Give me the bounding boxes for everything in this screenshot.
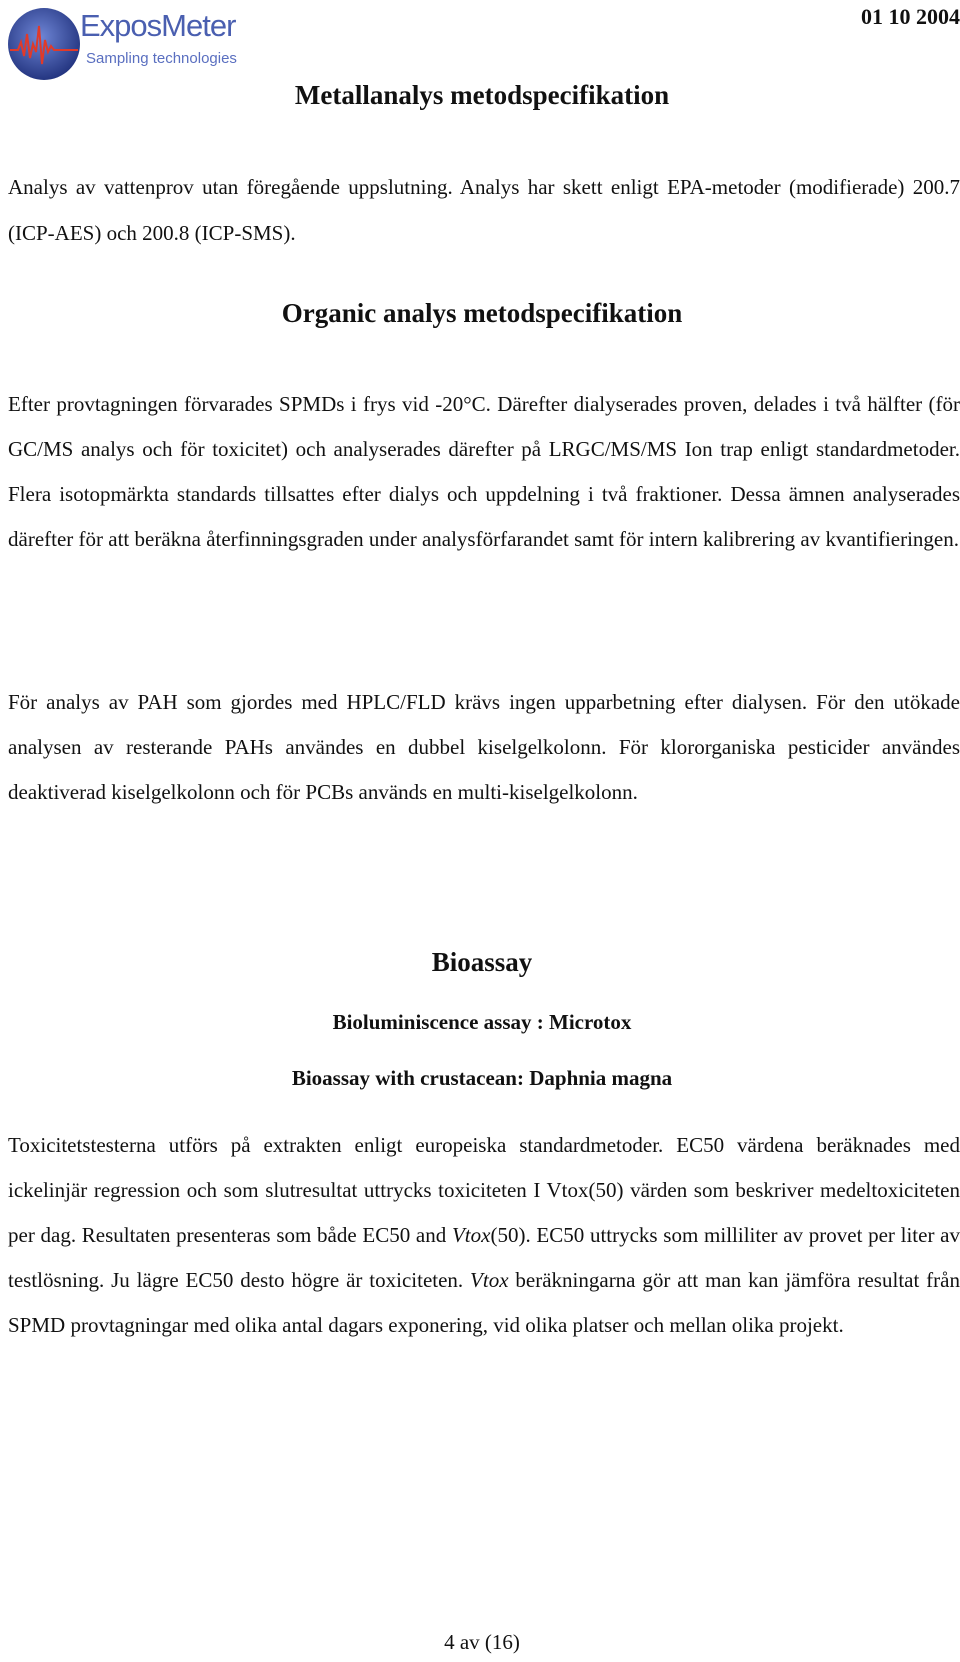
organic-paragraph-1: Efter provtagningen förvarades SPMDs i frys vid -20°C. Därefter dialyserades proven, delades i två hälfter (för GC/MS analys och för toxicitet) och analyserades därefter på LRGC/MS/MS Ion trap enligt standardmetoder. Flera isotopmärkta standards tillsattes efter dialys och uppdelning i två fraktioner. Dessa ämnen analyserades därefter för att beräkna återfinningsgraden under analysförfarandet samt för intern kalibrering av kvantifieringen. [8,392,960,551]
organic-section-title: Organic analys metodspecifikation [281,298,683,328]
page-number: 4 av (16) [444,1630,520,1654]
vtox-term: Vtox [470,1268,509,1292]
exposmeter-logo [6,6,266,86]
logo-wave-icon [6,6,82,82]
bioassay-subtitle-daphnia: Bioassay with crustacean: Daphnia magna [291,1066,673,1090]
metal-section-title: Metallanalys metodspecifikation [294,80,670,110]
logo-name: ExposMeter [80,8,236,43]
bioassay-title: Bioassay [431,947,533,977]
metal-paragraph: Analys av vattenprov utan föregående uppslutning. Analys har skett enligt EPA-metoder (modifierade) 200.7 (ICP-AES) och 200.8 (ICP-SMS). [8,175,960,245]
organic-paragraph-2: För analys av PAH som gjordes med HPLC/FLD krävs ingen upparbetning efter dialysen. För den utökade analysen av resterande PAHs användes en dubbel kiselgelkolonn. För klororganiska pesticider användes deaktiverad kiselgelkolonn och för PCBs används en multi-kiselgelkolonn. [8,690,960,804]
bioassay-paragraph [8,1123,960,1348]
document-date: 01 10 2004 [861,4,960,29]
bioassay-text-c: beräkningarna gör att man kan jämföra resultat från SPMD provtagningar med olika antal dagars exponering, vid olika platser och mellan olika projekt. [8,1268,960,1337]
logo-tagline: Sampling technologies [86,50,237,67]
bioassay-text-a: Toxicitetstesterna utförs på extrakten enligt europeiska standardmetoder. EC50 värdena beräknades med ickelinjär regression och som slutresultat uttrycks toxiciteten I Vtox(50) värden som beskriver medeltoxiciteten per dag. Resultaten presenteras som både EC50 and [8,1133,960,1247]
page-header [0,0,960,90]
vtox-term: Vtox [451,1223,491,1247]
bioassay-subtitle-microtox: Bioluminiscence assay : Microtox [332,1010,632,1034]
bioassay-text-b: (50). EC50 uttrycks som milliliter av provet per liter av testlösning. Ju lägre EC50 desto högre är toxiciteten. [8,1223,960,1292]
